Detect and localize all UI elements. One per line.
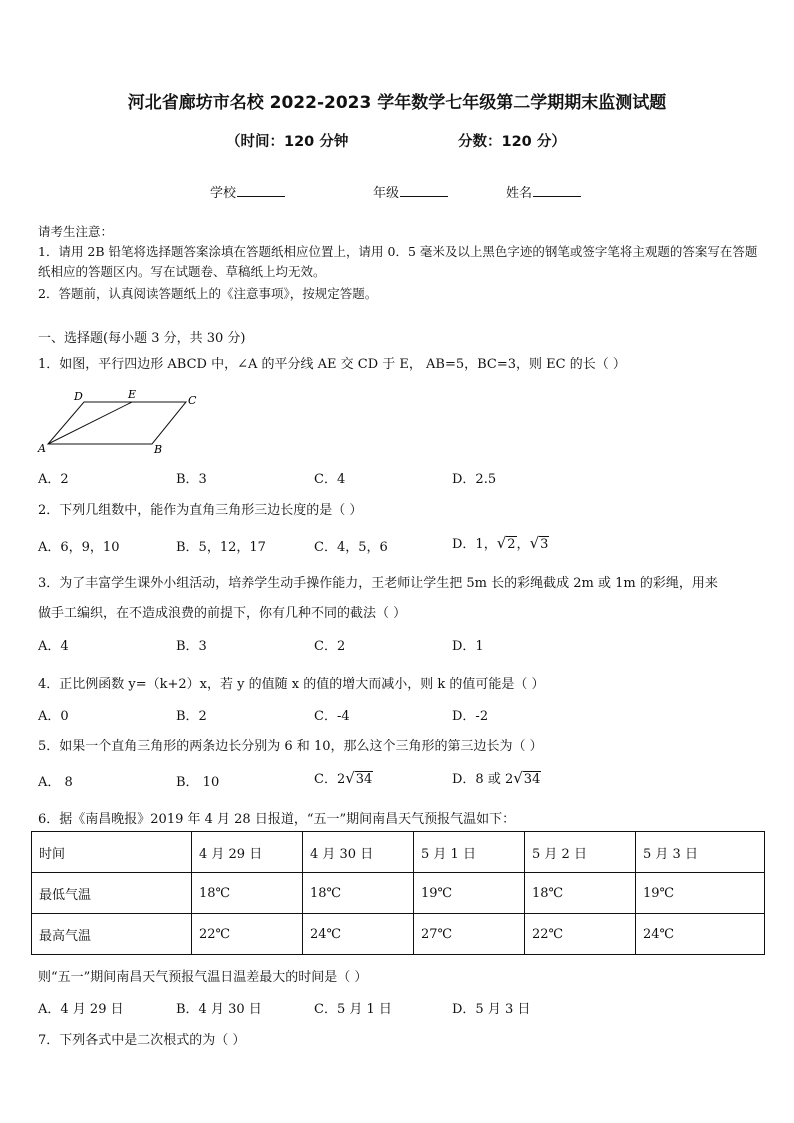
table-row	[32, 873, 765, 914]
table-cell: 19℃	[636, 873, 765, 914]
grade-label: 年级	[373, 186, 400, 201]
school-field	[210, 182, 285, 201]
table-header-cell: 5 月 2 日	[525, 832, 636, 873]
q5-option-d-prefix: D．8 或 2	[452, 772, 514, 787]
q5-option-b: B． 10	[176, 775, 220, 790]
section-heading: 一、选择题(每小题 3 分，共 30 分)	[38, 331, 246, 346]
name-field	[506, 182, 581, 201]
table-cell: 最高气温	[32, 914, 192, 955]
q5-option-d	[452, 768, 541, 787]
q5-option-c	[314, 768, 373, 787]
sqrt-34: √34	[513, 769, 541, 787]
exam-title: 河北省廊坊市名校 2022-2023 学年数学七年级第二学期期末监测试题	[127, 93, 667, 113]
q2-option-a: A．6，9，10	[38, 540, 120, 555]
q2-option-c: C．4，5，6	[314, 540, 388, 555]
q4-option-d: D．-2	[452, 709, 489, 724]
table-header-cell: 时间	[32, 832, 192, 873]
school-blank	[237, 184, 285, 197]
table-cell: 18℃	[192, 873, 303, 914]
q4-option-c: C．-4	[314, 709, 350, 724]
q2-option-d-sep: ，	[516, 537, 530, 552]
temperature-table	[31, 831, 765, 955]
sqrt-2: √2	[496, 534, 516, 552]
label-b: B	[154, 443, 163, 456]
table-cell: 最低气温	[32, 873, 192, 914]
sqrt-3: √3	[529, 534, 549, 552]
q2-stem: 2．下列几组数中，能作为直角三角形三边长度的是（ ）	[38, 503, 363, 518]
table-cell: 22℃	[192, 914, 303, 955]
q6-question: 则“五一”期间南昌天气预报气温日温差最大的时间是（ ）	[38, 970, 368, 985]
notice-heading: 请考生注意：	[38, 224, 114, 239]
notice-item-1: 1．请用 2B 铅笔将选择题答案涂填在答题纸相应位置上，请用 0．5 毫米及以上黑色字迹的钢笔或签字笔将主观题的答案写在答题纸相应的答题区内。写在试题卷、草稿纸上均无效。	[38, 244, 758, 279]
q6-option-d: D．5 月 3 日	[452, 1002, 531, 1017]
exam-score: 分数：120 分）	[458, 134, 566, 150]
q7-stem: 7．下列各式中是二次根式的为（ ）	[38, 1033, 246, 1048]
q2-option-b: B．5，12，17	[176, 540, 266, 555]
q1-option-b: B．3	[176, 472, 207, 487]
grade-blank	[400, 184, 448, 197]
q4-option-b: B．2	[176, 709, 207, 724]
label-d: D	[74, 390, 83, 403]
q3-option-a: A．4	[38, 639, 69, 654]
q2-option-d	[452, 533, 549, 552]
q4-option-a: A．0	[38, 709, 69, 724]
table-header-cell: 5 月 1 日	[414, 832, 525, 873]
table-cell: 19℃	[414, 873, 525, 914]
q3-option-b: B．3	[176, 639, 207, 654]
table-cell: 27℃	[414, 914, 525, 955]
q6-stem: 6．据《南昌晚报》2019 年 4 月 28 日报道，“五一”期间南昌天气预报气温如下：	[38, 812, 516, 827]
q6-option-a: A．4 月 29 日	[38, 1002, 124, 1017]
q6-option-b: B．4 月 30 日	[176, 1002, 262, 1017]
sqrt-34: √34	[345, 769, 373, 787]
name-label: 姓名	[506, 186, 533, 201]
table-row	[32, 914, 765, 955]
table-cell: 24℃	[636, 914, 765, 955]
table-header-cell: 4 月 30 日	[303, 832, 414, 873]
table-cell: 22℃	[525, 914, 636, 955]
table-cell: 24℃	[303, 914, 414, 955]
table-header-row	[32, 832, 765, 873]
exam-time: （时间：120 分钟	[226, 134, 349, 150]
q5-option-c-prefix: C．2	[314, 772, 346, 787]
name-blank	[533, 184, 581, 197]
q4-stem: 4．正比例函数 y=（k+2）x，若 y 的值随 x 的值的增大而减小，则 k 的值可能是（ ）	[38, 677, 545, 692]
school-label: 学校	[210, 186, 237, 201]
q6-option-c: C．5 月 1 日	[314, 1002, 392, 1017]
table-header-cell: 4 月 29 日	[192, 832, 303, 873]
table-cell: 18℃	[525, 873, 636, 914]
notice-item-2: 2．答题前，认真阅读答题纸上的《注意事项》，按规定答题。	[38, 286, 378, 301]
q3-line-1: 3．为了丰富学生课外小组活动，培养学生动手操作能力，王老师让学生把 5m 长的彩绳截成 2m 或 1m 的彩绳，用来	[38, 576, 718, 591]
label-c: C	[188, 394, 197, 407]
q2-option-d-prefix: D．1，	[452, 537, 497, 552]
parallelogram-figure	[36, 386, 206, 456]
table-header-cell: 5 月 3 日	[636, 832, 765, 873]
bisector-line	[48, 402, 132, 444]
q5-option-a: A． 8	[38, 775, 73, 790]
q3-option-d: D．1	[452, 639, 484, 654]
grade-field	[373, 182, 448, 201]
label-e: E	[128, 388, 137, 401]
q3-option-c: C．2	[314, 639, 346, 654]
q1-option-d: D．2.5	[452, 472, 497, 487]
label-a: A	[38, 442, 46, 455]
q1-stem: 1．如图，平行四边形 ABCD 中，∠A 的平分线 AE 交 CD 于 E， AB=5，BC=3，则 EC 的长（ ）	[38, 357, 626, 372]
q5-stem: 5．如果一个直角三角形的两条边长分别为 6 和 10，那么这个三角形的第三边长为（ ）	[38, 739, 543, 754]
q3-line-2: 做手工编织，在不造成浪费的前提下，你有几种不同的截法（ ）	[38, 606, 407, 621]
q1-option-c: C．4	[314, 472, 346, 487]
q1-option-a: A．2	[38, 472, 69, 487]
parallelogram-shape	[48, 402, 186, 444]
table-cell: 18℃	[303, 873, 414, 914]
